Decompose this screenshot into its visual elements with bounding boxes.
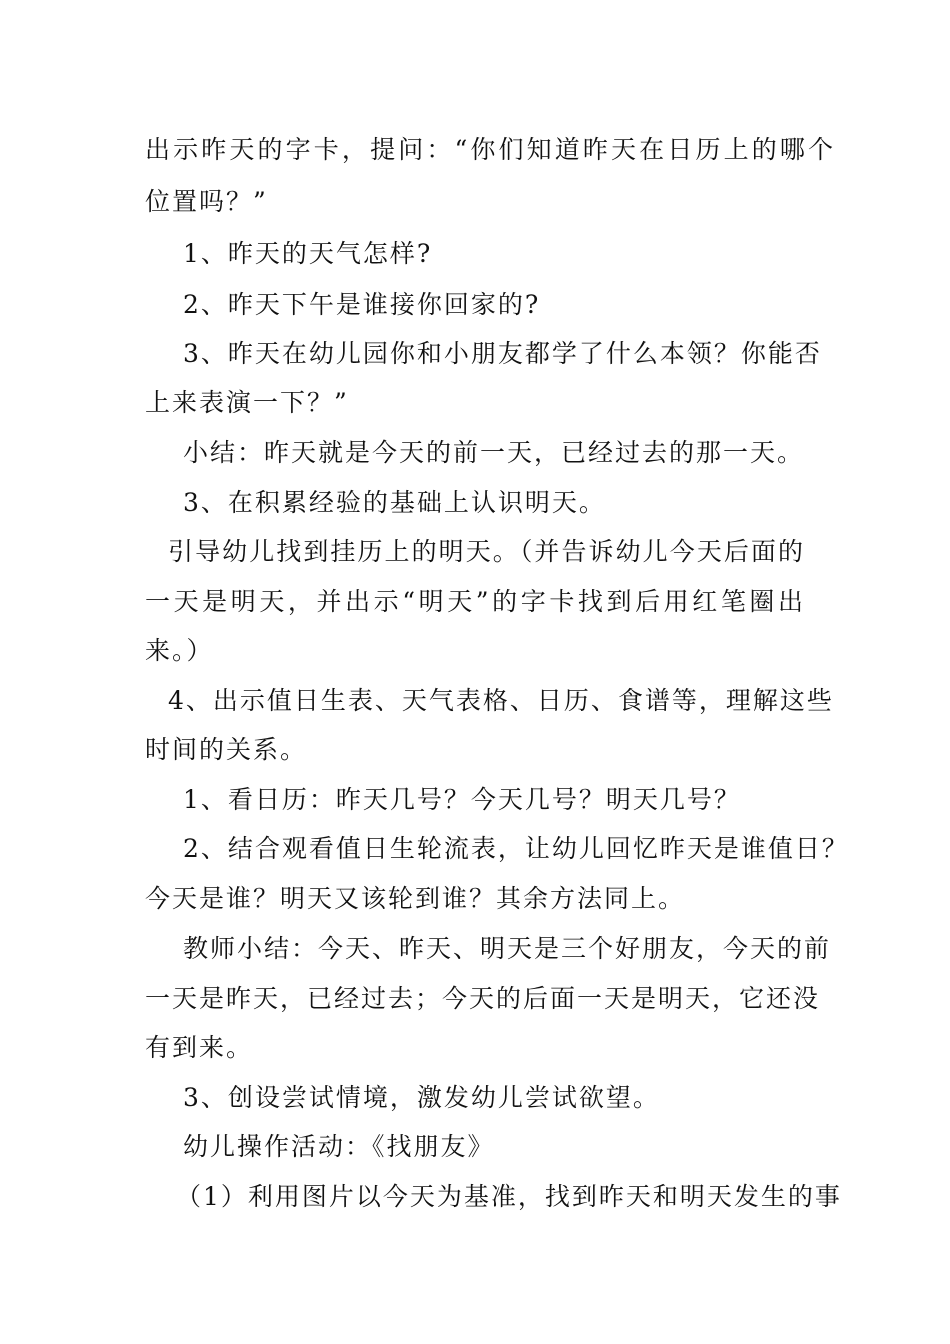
question-1: 1、昨天的天气怎样? — [183, 239, 433, 268]
paragraph-line-18: 一天是昨天，已经过去；今天的后面一天是明天，它还没 — [145, 984, 821, 1013]
paragraph-line-13: 时间的关系。 — [145, 735, 308, 764]
step-4-heading: 4、出示值日生表、天气表格、日历、食谱等，理解这些 — [168, 686, 834, 715]
paragraph-line-11: 来。） — [145, 636, 214, 665]
duty-roster-question: 2、结合观看值日生轮流表，让幼儿回忆昨天是谁值日？ — [183, 834, 849, 863]
step-3-create-scenario: 3、创设尝试情境，激发幼儿尝试欲望。 — [183, 1083, 660, 1112]
paragraph-line-6: 上来表演一下？” — [145, 388, 349, 417]
paragraph-line-2: 位置吗？” — [145, 187, 268, 216]
paragraph-line-16: 今天是谁？明天又该轮到谁？其余方法同上。 — [145, 884, 686, 913]
paragraph-line-9: 引导幼儿找到挂历上的明天。（并告诉幼儿今天后面的 — [168, 537, 805, 566]
teacher-summary: 教师小结：今天、昨天、明天是三个好朋友，今天的前 — [183, 934, 832, 963]
activity-title: 幼儿操作活动：《找朋友》 — [183, 1132, 495, 1161]
paragraph-line-19: 有到来。 — [145, 1033, 254, 1062]
calendar-question: 1、看日历：昨天几号？今天几号？明天几号？ — [183, 785, 741, 814]
paragraph-line-1: 出示昨天的字卡，提问：“你们知道昨天在日历上的哪个 — [145, 135, 835, 164]
activity-step-1: （1）利用图片以今天为基准，找到昨天和明天发生的事 — [176, 1182, 842, 1211]
question-3: 3、昨天在幼儿园你和小朋友都学了什么本领？你能否 — [183, 339, 822, 368]
question-2: 2、昨天下午是谁接你回家的? — [183, 290, 541, 319]
summary-yesterday: 小结：昨天就是今天的前一天，已经过去的那一天。 — [183, 438, 805, 467]
step-3-heading: 3、在积累经验的基础上认识明天。 — [183, 488, 606, 517]
paragraph-line-10: 一天是明天，并出示“明天”的字卡找到后用红笔圈出 — [145, 587, 805, 616]
